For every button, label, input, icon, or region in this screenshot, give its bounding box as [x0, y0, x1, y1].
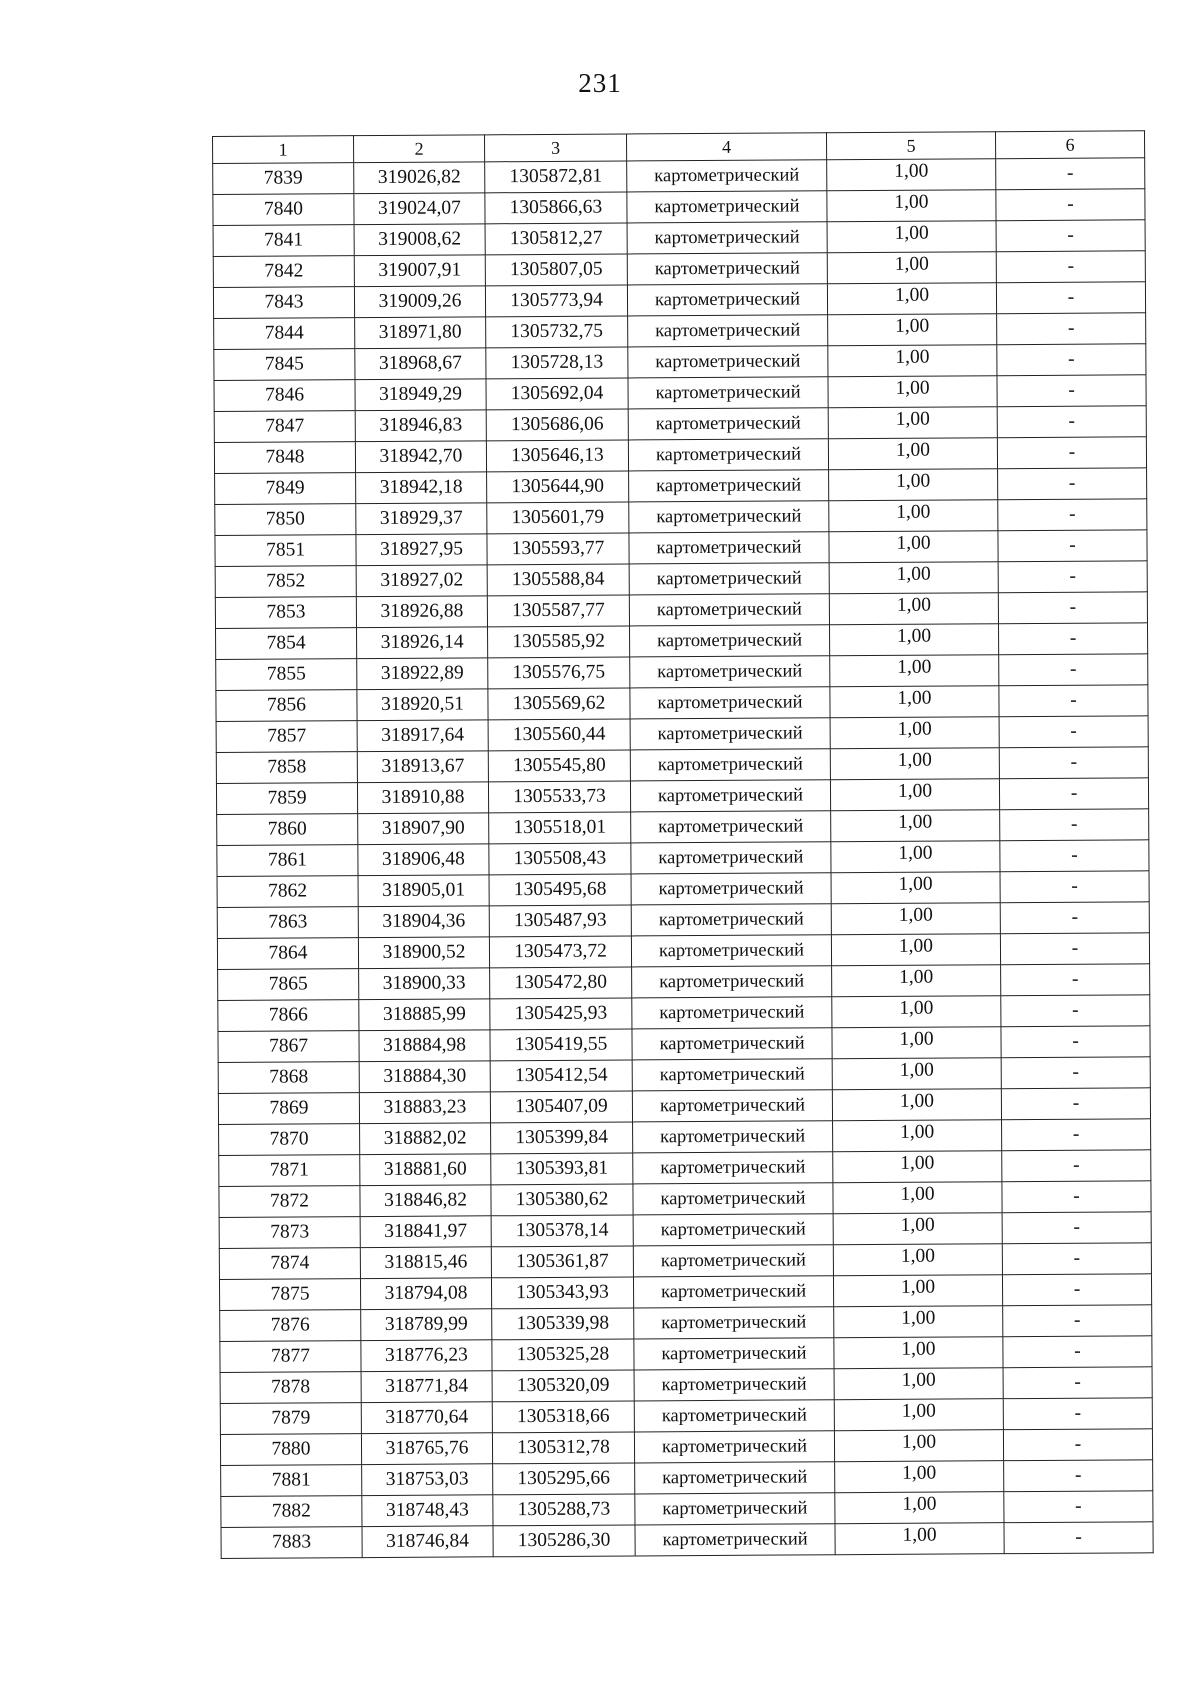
cell-method: картометрический: [630, 749, 830, 781]
cell-note: -: [1003, 1398, 1152, 1430]
cell-accuracy: 1,00: [832, 1089, 1001, 1121]
cell-coord-x: 318910,88: [357, 782, 488, 814]
cell-point-number: 7841: [213, 225, 354, 257]
cell-note: -: [1002, 1243, 1151, 1275]
cell-note: -: [1004, 1460, 1153, 1492]
cell-coord-x: 318748,43: [362, 1495, 493, 1527]
cell-note: -: [1002, 1181, 1151, 1213]
cell-accuracy: 1,00: [834, 1430, 1003, 1462]
cell-coord-x: 318770,64: [361, 1402, 492, 1434]
cell-coord-y: 1305378,14: [491, 1215, 633, 1247]
cell-coord-y: 1305807,05: [485, 254, 627, 286]
cell-method: картометрический: [630, 656, 830, 688]
cell-method: картометрический: [629, 532, 829, 564]
cell-point-number: 7875: [219, 1279, 360, 1311]
cell-coord-x: 318885,99: [359, 999, 490, 1031]
cell-coord-y: 1305545,80: [488, 750, 630, 782]
cell-accuracy: 1,00: [834, 1368, 1003, 1400]
cell-method: картометрический: [630, 687, 830, 719]
cell-coord-y: 1305425,93: [490, 998, 632, 1030]
cell-accuracy: 1,00: [833, 1120, 1002, 1152]
cell-accuracy: 1,00: [831, 841, 1000, 873]
cell-point-number: 7872: [219, 1186, 360, 1218]
cell-method: картометрический: [629, 594, 829, 626]
cell-method: картометрический: [633, 1183, 833, 1215]
cell-point-number: 7870: [219, 1124, 360, 1156]
cell-coord-y: 1305495,68: [489, 874, 631, 906]
cell-method: картометрический: [632, 1028, 832, 1060]
cell-coord-x: 318789,99: [361, 1309, 492, 1341]
cell-accuracy: 1,00: [833, 1182, 1002, 1214]
column-header-1: 1: [213, 136, 354, 164]
cell-coord-y: 1305508,43: [489, 843, 631, 875]
cell-note: -: [997, 344, 1146, 376]
cell-coord-x: 318968,67: [355, 348, 486, 380]
cell-coord-y: 1305692,04: [486, 378, 628, 410]
cell-note: -: [998, 561, 1147, 593]
table-body: [213, 158, 1154, 1559]
cell-point-number: 7883: [221, 1527, 362, 1559]
cell-coord-y: 1305288,73: [493, 1494, 635, 1526]
cell-coord-x: 318920,51: [357, 689, 488, 721]
cell-point-number: 7866: [218, 1000, 359, 1032]
cell-point-number: 7852: [215, 566, 356, 598]
cell-note: -: [1003, 1429, 1152, 1461]
cell-coord-x: 319008,62: [354, 224, 485, 256]
cell-note: -: [1004, 1491, 1153, 1523]
cell-method: картометрический: [628, 408, 828, 440]
cell-method: картометрический: [629, 470, 829, 502]
cell-accuracy: 1,00: [832, 1058, 1001, 1090]
cell-note: -: [996, 189, 1145, 221]
cell-method: картометрический: [634, 1431, 834, 1463]
cell-note: -: [998, 499, 1147, 531]
cell-point-number: 7855: [216, 659, 357, 691]
cell-method: картометрический: [634, 1400, 834, 1432]
cell-accuracy: 1,00: [829, 593, 998, 625]
cell-coord-x: 318946,83: [355, 410, 486, 442]
cell-method: картометрический: [627, 160, 827, 192]
cell-note: -: [998, 623, 1147, 655]
cell-note: -: [997, 406, 1146, 438]
cell-accuracy: 1,00: [831, 903, 1000, 935]
cell-note: -: [996, 282, 1145, 314]
cell-coord-y: 1305399,84: [491, 1122, 633, 1154]
cell-coord-x: 318971,80: [355, 317, 486, 349]
cell-method: картометрический: [627, 191, 827, 223]
cell-method: картометрический: [627, 284, 827, 316]
cell-coord-y: 1305585,92: [488, 626, 630, 658]
cell-note: -: [996, 220, 1145, 252]
cell-point-number: 7873: [219, 1217, 360, 1249]
cell-accuracy: 1,00: [827, 283, 996, 315]
cell-coord-x: 318883,23: [359, 1092, 490, 1124]
cell-accuracy: 1,00: [828, 376, 997, 408]
cell-coord-y: 1305339,98: [492, 1308, 634, 1340]
cell-note: -: [996, 158, 1145, 190]
cell-note: -: [1001, 964, 1150, 996]
cell-coord-y: 1305560,44: [488, 719, 630, 751]
cell-note: -: [1002, 1150, 1151, 1182]
cell-point-number: 7869: [218, 1093, 359, 1125]
cell-coord-x: 318929,37: [356, 503, 487, 535]
cell-note: -: [997, 313, 1146, 345]
cell-accuracy: 1,00: [832, 996, 1001, 1028]
cell-accuracy: 1,00: [829, 500, 998, 532]
cell-note: -: [1001, 995, 1150, 1027]
cell-accuracy: 1,00: [832, 1027, 1001, 1059]
cell-method: картометрический: [633, 1214, 833, 1246]
cell-coord-y: 1305644,90: [487, 471, 629, 503]
cell-accuracy: 1,00: [830, 686, 999, 718]
cell-point-number: 7864: [217, 938, 358, 970]
cell-accuracy: 1,00: [834, 1337, 1003, 1369]
cell-coord-y: 1305518,01: [489, 812, 631, 844]
cell-coord-x: 318771,84: [361, 1371, 492, 1403]
cell-method: картометрический: [633, 1245, 833, 1277]
cell-method: картометрический: [629, 501, 829, 533]
cell-coord-x: 318905,01: [358, 875, 489, 907]
cell-note: -: [997, 437, 1146, 469]
cell-coord-y: 1305533,73: [488, 781, 630, 813]
cell-accuracy: 1,00: [827, 221, 996, 253]
cell-coord-y: 1305732,75: [486, 316, 628, 348]
cell-coord-x: 319009,26: [354, 286, 485, 318]
cell-method: картометрический: [628, 439, 828, 471]
cell-method: картометрический: [630, 780, 830, 812]
cell-point-number: 7856: [216, 690, 357, 722]
cell-method: картометрический: [635, 1493, 835, 1525]
cell-method: картометрический: [634, 1307, 834, 1339]
cell-coord-x: 318815,46: [360, 1247, 491, 1279]
cell-point-number: 7857: [216, 721, 357, 753]
cell-coord-y: 1305686,06: [486, 409, 628, 441]
cell-accuracy: 1,00: [831, 872, 1000, 904]
cell-point-number: 7880: [220, 1434, 361, 1466]
cell-note: -: [1003, 1305, 1152, 1337]
cell-coord-x: 318841,97: [360, 1216, 491, 1248]
cell-point-number: 7853: [215, 597, 356, 629]
cell-point-number: 7858: [216, 752, 357, 784]
cell-point-number: 7860: [217, 814, 358, 846]
cell-point-number: 7882: [221, 1496, 362, 1528]
cell-point-number: 7840: [213, 194, 354, 226]
cell-point-number: 7867: [218, 1031, 359, 1063]
cell-accuracy: 1,00: [829, 562, 998, 594]
coordinates-table: [212, 130, 1154, 1559]
cell-coord-y: 1305325,28: [492, 1339, 634, 1371]
cell-point-number: 7845: [214, 349, 355, 381]
cell-coord-y: 1305318,66: [492, 1401, 634, 1433]
cell-method: картометрический: [632, 966, 832, 998]
cell-note: -: [1000, 840, 1149, 872]
cell-coord-x: 318904,36: [358, 906, 489, 938]
cell-coord-y: 1305646,13: [486, 440, 628, 472]
cell-point-number: 7881: [221, 1465, 362, 1497]
cell-accuracy: 1,00: [829, 531, 998, 563]
cell-point-number: 7854: [216, 628, 357, 660]
cell-coord-x: 318927,02: [356, 565, 487, 597]
cell-note: -: [1003, 1367, 1152, 1399]
cell-method: картометрический: [630, 625, 830, 657]
cell-method: картометрический: [634, 1338, 834, 1370]
cell-point-number: 7871: [219, 1155, 360, 1187]
cell-note: -: [999, 654, 1148, 686]
cell-coord-x: 318926,88: [356, 596, 487, 628]
cell-coord-y: 1305569,62: [488, 688, 630, 720]
cell-coord-y: 1305487,93: [489, 905, 631, 937]
cell-note: -: [1002, 1212, 1151, 1244]
cell-coord-x: 319007,91: [354, 255, 485, 287]
cell-accuracy: 1,00: [832, 965, 1001, 997]
cell-point-number: 7851: [215, 535, 356, 567]
cell-coord-y: 1305773,94: [485, 285, 627, 317]
cell-coord-x: 318884,30: [359, 1061, 490, 1093]
cell-coord-y: 1305407,09: [490, 1091, 632, 1123]
cell-coord-x: 318753,03: [362, 1464, 493, 1496]
cell-coord-x: 319024,07: [354, 193, 485, 225]
cell-coord-y: 1305286,30: [493, 1525, 635, 1557]
cell-accuracy: 1,00: [828, 314, 997, 346]
cell-accuracy: 1,00: [831, 934, 1000, 966]
cell-note: -: [999, 778, 1148, 810]
cell-method: картометрический: [627, 222, 827, 254]
cell-accuracy: 1,00: [830, 655, 999, 687]
cell-method: картометрический: [634, 1369, 834, 1401]
cell-note: -: [1003, 1336, 1152, 1368]
cell-method: картометрический: [631, 811, 831, 843]
cell-note: -: [999, 716, 1148, 748]
cell-note: -: [998, 592, 1147, 624]
cell-coord-y: 1305587,77: [487, 595, 629, 627]
cell-point-number: 7859: [216, 783, 357, 815]
cell-accuracy: 1,00: [833, 1244, 1002, 1276]
cell-method: картометрический: [631, 935, 831, 967]
cell-point-number: 7862: [217, 876, 358, 908]
cell-accuracy: 1,00: [827, 159, 996, 191]
cell-coord-x: 318776,23: [361, 1340, 492, 1372]
page-number: 231: [578, 68, 622, 98]
cell-coord-x: 318746,84: [362, 1526, 493, 1558]
cell-coord-y: 1305576,75: [488, 657, 630, 689]
cell-coord-x: 318900,52: [358, 937, 489, 969]
cell-coord-y: 1305312,78: [492, 1432, 634, 1464]
cell-point-number: 7876: [220, 1310, 361, 1342]
cell-accuracy: 1,00: [828, 407, 997, 439]
cell-method: картометрический: [632, 997, 832, 1029]
cell-coord-x: 318913,67: [357, 751, 488, 783]
column-header-6: 6: [995, 131, 1144, 159]
cell-coord-x: 318907,90: [358, 813, 489, 845]
cell-point-number: 7850: [215, 504, 356, 536]
cell-coord-x: 318881,60: [360, 1154, 491, 1186]
column-header-3: 3: [484, 134, 626, 162]
cell-note: -: [1001, 1088, 1150, 1120]
cell-method: картометрический: [631, 904, 831, 936]
cell-point-number: 7878: [220, 1372, 361, 1404]
cell-method: картометрический: [632, 1090, 832, 1122]
cell-point-number: 7865: [218, 969, 359, 1001]
column-header-5: 5: [826, 132, 995, 160]
cell-coord-x: 318882,02: [360, 1123, 491, 1155]
cell-accuracy: 1,00: [835, 1523, 1004, 1555]
cell-coord-y: 1305472,80: [490, 967, 632, 999]
cell-accuracy: 1,00: [829, 624, 998, 656]
cell-coord-y: 1305393,81: [491, 1153, 633, 1185]
cell-point-number: 7846: [214, 380, 355, 412]
cell-point-number: 7863: [217, 907, 358, 939]
cell-coord-y: 1305343,93: [491, 1277, 633, 1309]
cell-coord-y: 1305872,81: [485, 161, 627, 193]
cell-point-number: 7879: [220, 1403, 361, 1435]
cell-accuracy: 1,00: [833, 1275, 1002, 1307]
cell-coord-x: 318942,70: [355, 441, 486, 473]
cell-method: картометрический: [632, 1059, 832, 1091]
cell-accuracy: 1,00: [827, 190, 996, 222]
cell-coord-y: 1305473,72: [489, 936, 631, 968]
cell-coord-x: 318906,48: [358, 844, 489, 876]
cell-accuracy: 1,00: [833, 1151, 1002, 1183]
cell-coord-x: 318794,08: [360, 1278, 491, 1310]
cell-coord-x: 318846,82: [360, 1185, 491, 1217]
cell-note: -: [999, 685, 1148, 717]
cell-method: картометрический: [628, 377, 828, 409]
cell-coord-y: 1305593,77: [487, 533, 629, 565]
cell-note: -: [1002, 1274, 1151, 1306]
cell-point-number: 7839: [213, 163, 354, 195]
cell-note: -: [1000, 871, 1149, 903]
cell-accuracy: 1,00: [834, 1399, 1003, 1431]
cell-method: картометрический: [635, 1524, 835, 1556]
cell-coord-x: 318884,98: [359, 1030, 490, 1062]
cell-accuracy: 1,00: [833, 1213, 1002, 1245]
cell-accuracy: 1,00: [835, 1492, 1004, 1524]
cell-coord-y: 1305601,79: [487, 502, 629, 534]
cell-method: картометрический: [627, 253, 827, 285]
cell-note: -: [1000, 809, 1149, 841]
cell-note: -: [1000, 902, 1149, 934]
cell-coord-x: 318917,64: [357, 720, 488, 752]
cell-method: картометрический: [635, 1462, 835, 1494]
cell-method: картометрический: [629, 563, 829, 595]
cell-accuracy: 1,00: [835, 1461, 1004, 1493]
cell-coord-x: 318900,33: [359, 968, 490, 1000]
cell-point-number: 7842: [213, 256, 354, 288]
cell-method: картометрический: [633, 1121, 833, 1153]
cell-coord-y: 1305295,66: [493, 1463, 635, 1495]
cell-point-number: 7861: [217, 845, 358, 877]
cell-coord-x: 318926,14: [357, 627, 488, 659]
cell-note: -: [1002, 1119, 1151, 1151]
cell-coord-x: 318765,76: [361, 1433, 492, 1465]
cell-point-number: 7849: [215, 473, 356, 505]
cell-point-number: 7874: [219, 1248, 360, 1280]
cell-method: картометрический: [628, 315, 828, 347]
cell-accuracy: 1,00: [830, 779, 999, 811]
cell-coord-x: 318922,89: [357, 658, 488, 690]
cell-accuracy: 1,00: [830, 717, 999, 749]
cell-note: -: [1001, 1057, 1150, 1089]
cell-accuracy: 1,00: [827, 252, 996, 284]
cell-method: картометрический: [633, 1276, 833, 1308]
cell-method: картометрический: [631, 873, 831, 905]
cell-coord-y: 1305728,13: [486, 347, 628, 379]
cell-note: -: [1001, 1026, 1150, 1058]
cell-coord-x: 318942,18: [356, 472, 487, 504]
cell-note: -: [999, 747, 1148, 779]
cell-coord-x: 318927,95: [356, 534, 487, 566]
cell-coord-y: 1305380,62: [491, 1184, 633, 1216]
cell-coord-x: 319026,82: [354, 162, 485, 194]
cell-note: -: [998, 530, 1147, 562]
cell-point-number: 7847: [214, 411, 355, 443]
cell-coord-y: 1305866,63: [485, 192, 627, 224]
cell-method: картометрический: [628, 346, 828, 378]
cell-accuracy: 1,00: [828, 438, 997, 470]
cell-accuracy: 1,00: [834, 1306, 1003, 1338]
cell-method: картометрический: [633, 1152, 833, 1184]
cell-point-number: 7848: [214, 442, 355, 474]
cell-coord-y: 1305588,84: [487, 564, 629, 596]
cell-coord-y: 1305812,27: [485, 223, 627, 255]
cell-accuracy: 1,00: [831, 810, 1000, 842]
cell-point-number: 7877: [220, 1341, 361, 1373]
column-header-4: 4: [626, 133, 826, 161]
cell-note: -: [997, 375, 1146, 407]
cell-note: -: [996, 251, 1145, 283]
cell-point-number: 7868: [218, 1062, 359, 1094]
cell-accuracy: 1,00: [830, 748, 999, 780]
cell-method: картометрический: [631, 842, 831, 874]
table-row: [221, 1522, 1153, 1559]
cell-note: -: [1000, 933, 1149, 965]
cell-note: -: [1004, 1522, 1153, 1554]
cell-coord-y: 1305320,09: [492, 1370, 634, 1402]
cell-coord-x: 318949,29: [355, 379, 486, 411]
cell-note: -: [998, 468, 1147, 500]
cell-point-number: 7843: [213, 287, 354, 319]
cell-accuracy: 1,00: [829, 469, 998, 501]
cell-coord-y: 1305412,54: [490, 1060, 632, 1092]
cell-accuracy: 1,00: [828, 345, 997, 377]
column-header-2: 2: [354, 135, 485, 163]
cell-coord-y: 1305361,87: [491, 1246, 633, 1278]
cell-method: картометрический: [630, 718, 830, 750]
cell-coord-y: 1305419,55: [490, 1029, 632, 1061]
cell-point-number: 7844: [214, 318, 355, 350]
